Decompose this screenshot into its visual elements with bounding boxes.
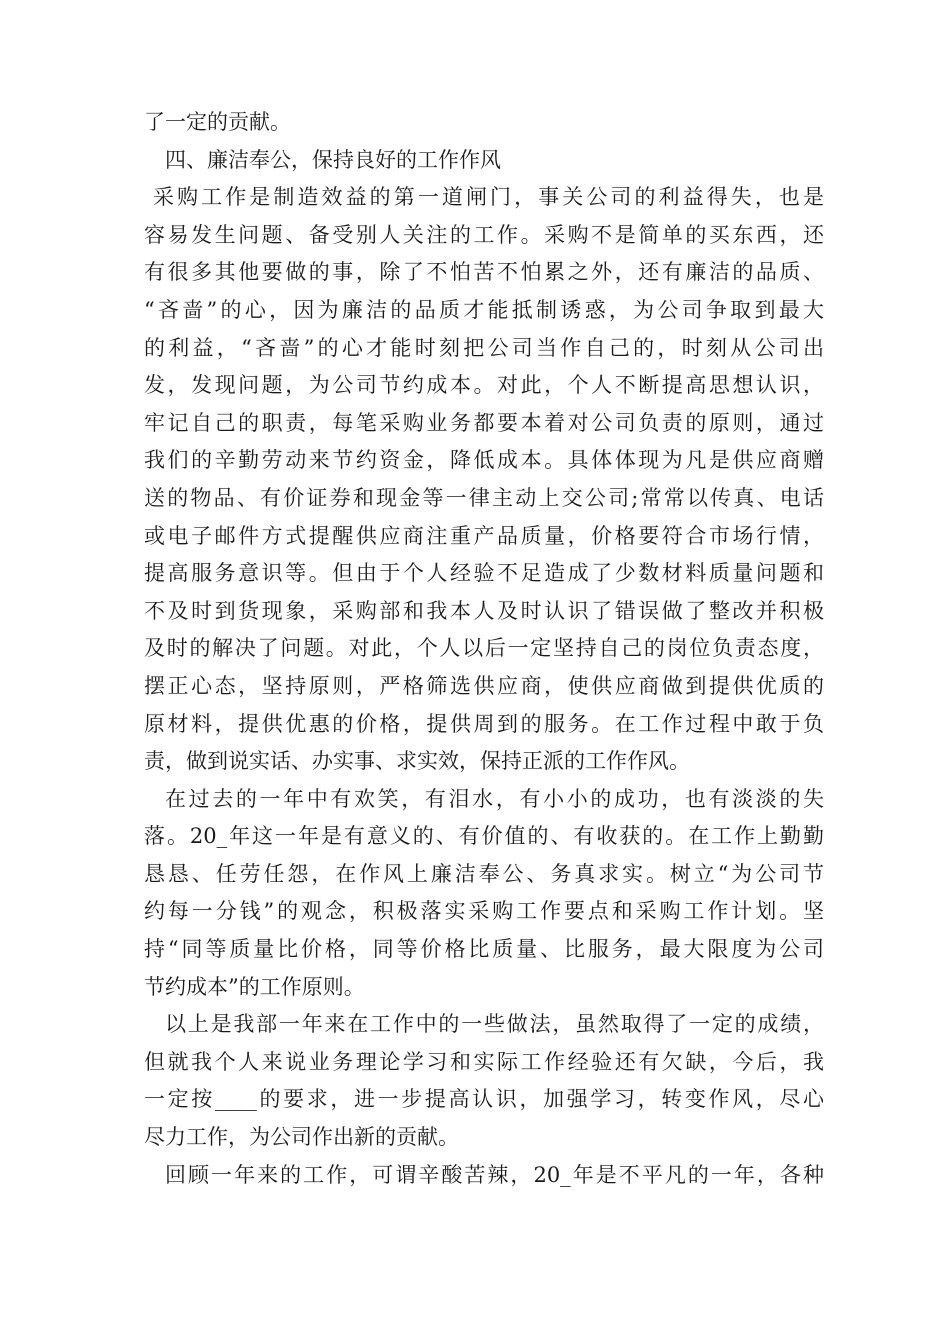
text-line: 或电子邮件方式提醒供应商注重产品质量，价格要符合市场行情， bbox=[144, 523, 824, 548]
text-line: 责，做到说实话、办实事、求实效，保持正派的工作作风。 bbox=[144, 749, 690, 774]
text-line: 尽力工作，为公司作出新的贡献。 bbox=[144, 1125, 459, 1150]
text-line: 以上是我部一年来在工作中的一些做法，虽然取得了一定的成绩， bbox=[165, 1012, 824, 1037]
text-line: 我们的辛勤劳动来节约资金，降低成本。具体体现为凡是供应商赠 bbox=[144, 448, 824, 473]
text-line: 原材料，提供优惠的价格，提供周到的服务。在工作过程中敢于负 bbox=[144, 711, 824, 736]
text-line: 在过去的一年中有欢笑，有泪水，有小小的成功，也有淡淡的失 bbox=[165, 786, 824, 811]
text-line: 恳恳、任劳任怨，在作风上廉洁奉公、务真求实。树立“为公司节 bbox=[144, 861, 824, 886]
document-body bbox=[144, 104, 824, 1194]
text-line: “吝啬”的心，因为廉洁的品质才能抵制诱惑，为公司争取到最大 bbox=[144, 297, 824, 322]
text-line: 节约成本”的工作原则。 bbox=[144, 974, 365, 999]
text-line: 及时的解决了问题。对此，个人以后一定坚持自己的岗位负责态度， bbox=[144, 636, 824, 661]
text-line: 有很多其他要做的事，除了不怕苦不怕累之外，还有廉洁的品质、 bbox=[144, 260, 824, 285]
text-line: 回顾一年来的工作，可谓辛酸苦辣，20_年是不平凡的一年，各种 bbox=[165, 1162, 824, 1187]
section-heading: 四、廉洁奉公，保持良好的工作作风 bbox=[165, 147, 501, 172]
text-line: 落。20_年这一年是有意义的、有价值的、有收获的。在工作上勤勤 bbox=[144, 824, 824, 849]
text-line: 发，发现问题，为公司节约成本。对此，个人不断提高思想认识， bbox=[144, 373, 824, 398]
text-line: 不及时到货现象，采购部和我本人及时认识了错误做了整改并积极 bbox=[144, 598, 824, 623]
text-line: 一定按____的要求，进一步提高认识，加强学习，转变作风，尽心 bbox=[144, 1087, 824, 1112]
text-line: 但就我个人来说业务理论学习和实际工作经验还有欠缺，今后，我 bbox=[144, 1049, 824, 1074]
text-line: 容易发生问题、备受别人关注的工作。采购不是简单的买东西，还 bbox=[144, 222, 824, 247]
text-line: 约每一分钱”的观念，积极落实采购工作要点和采购工作计划。坚 bbox=[144, 899, 824, 924]
text-line: 牢记自己的职责，每笔采购业务都要本着对公司负责的原则，通过 bbox=[144, 410, 824, 435]
text-line: 的利益，“吝啬”的心才能时刻把公司当作自己的，时刻从公司出 bbox=[144, 335, 824, 360]
text-line: 持“同等质量比价格，同等价格比质量、比服务，最大限度为公司 bbox=[144, 937, 824, 962]
text-line: 了一定的贡献。 bbox=[144, 110, 291, 134]
text-line: 摆正心态，坚持原则，严格筛选供应商，使供应商做到提供优质的 bbox=[144, 673, 824, 698]
text-line: 采购工作是制造效益的第一道闸门，事关公司的利益得失，也是 bbox=[153, 185, 824, 210]
text-line: 送的物品、有价证券和现金等一律主动上交公司;常常以传真、电话 bbox=[144, 485, 824, 510]
text-line: 提高服务意识等。但由于个人经验不足造成了少数材料质量问题和 bbox=[144, 561, 824, 586]
